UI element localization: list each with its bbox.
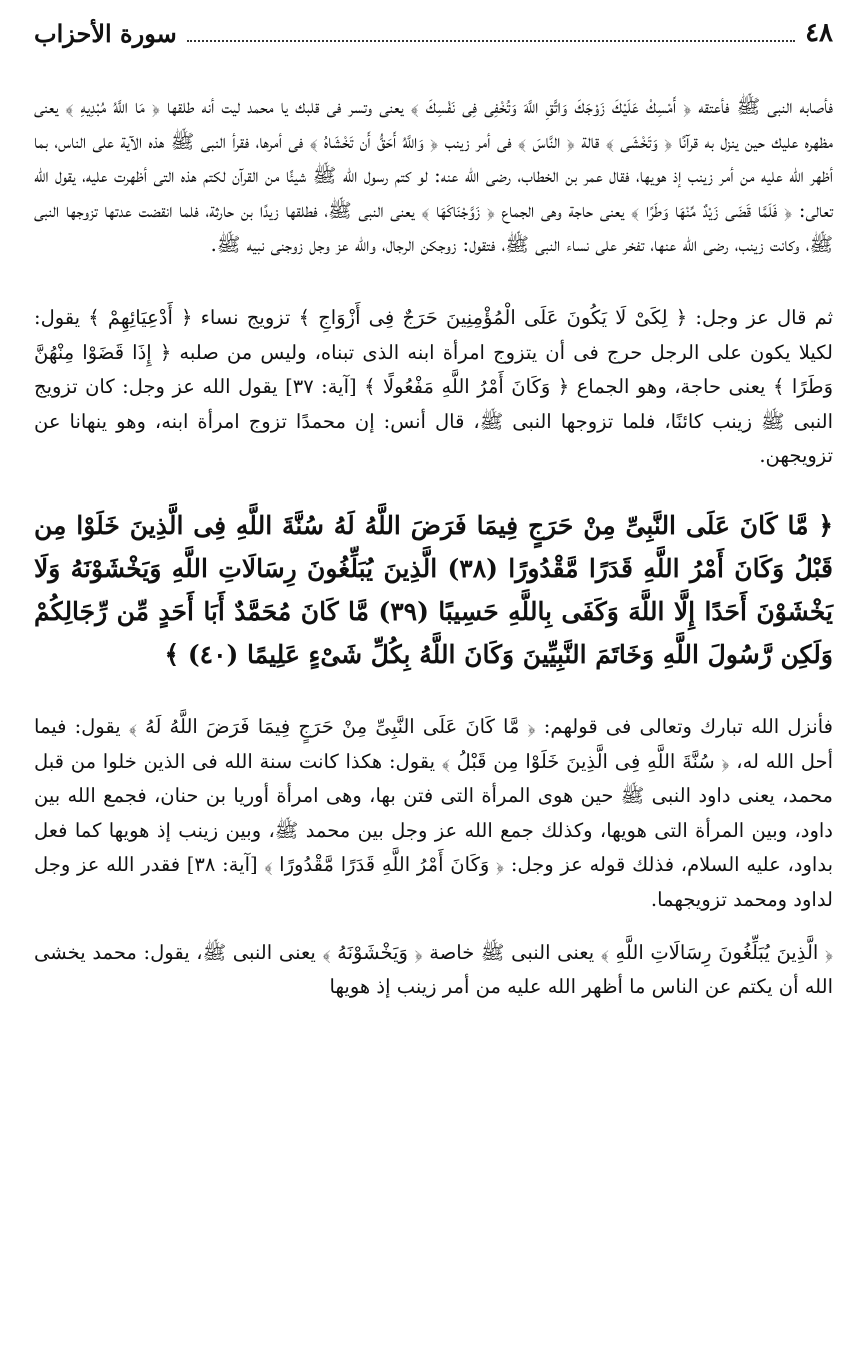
commentary-paragraph-1: فأصابه النبى ﷺ فأعتقه ﴿ أَمْسِكْ عَلَيْكَ زَوْجَكَ وَاتَّقِ اللَّهَ وَتُخْفِى فِى نَفْسِكَ ﴾ يعنى وتسر فى قلبك يا محمد ليت أنه طلقها ﴿ مَا اللَّهُ مُبْدِيهِ ﴾ يعنى مظهره عليك حين ينزل به قرآنًا ﴿ وَتَخْشَى ﴾ قالة ﴿ النَّاسَ ﴾ فى أمر زينب ﴿ وَاللَّهُ أَحَقُّ أَن تَخْشَاهُ ﴾ فى أمرها، فقرأ النبى ﷺ هذه الآية على الناس، بما أظهر الله عليه من أمر زينب إذ هويها، فقال عمر بن الخطاب، رضى الله عنه: لو كتم رسول الله ﷺ شيئًا من القرآن لكتم هذه التى أظهرت عليه، يقول الله تعالى: ﴿ فَلَمَّا قَضَى زَيْدٌ مِّنْهَا وَطَرًا ﴾ يعنى حاجة وهى الجماع ﴿ زَوَّجْنَاكَهَا ﴾ يعنى النبى ﷺ، فطلقها زيدًا بن حارثة، فلما انقضت عدتها تزوجها النبى ﷺ، وكانت زينب، رضى الله عنها، تفخر على نساء النبى ﷺ، فتقول: زوجكن الرجال، والله عز وجل زوجنى نبيه ﷺ. bbox=[34, 95, 833, 257]
page-header bbox=[34, 0, 833, 62]
quran-verses-block: ﴿ مَّا كَانَ عَلَى النَّبِىِّ مِنْ حَرَجٍ فِيمَا فَرَضَ اللَّهُ لَهُ سُنَّةَ اللَّهِ فِى الَّذِينَ خَلَوْا مِن قَبْلُ وَكَانَ أَمْرُ اللَّهِ قَدَرًا مَّقْدُورًا (٣٨) الَّذِينَ يُبَلِّغُونَ رِسَالَاتِ اللَّهِ وَيَخْشَوْنَهُ وَلَا يَخْشَوْنَ أَحَدًا إِلَّا اللَّهَ وَكَفَى بِاللَّهِ حَسِيبًا (٣٩) مَّا كَانَ مُحَمَّدٌ أَبَا أَحَدٍ مِّن رِّجَالِكُمْ وَلَكِن رَّسُولَ اللَّهِ وَخَاتَمَ النَّبِيِّينَ وَكَانَ اللَّهُ بِكُلِّ شَىْءٍ عَلِيمًا (٤٠) ﴾ bbox=[34, 510, 833, 669]
header-dotted-leader bbox=[187, 40, 795, 42]
commentary-paragraph-3: فأنزل الله تبارك وتعالى فى قولهم: ﴿ مَّا كَانَ عَلَى النَّبِىِّ مِنْ حَرَجٍ فِيمَا فَرَضَ اللَّهُ لَهُ ﴾ يقول: فيما أحل الله له، ﴿ سُنَّةَ اللَّهِ فِى الَّذِينَ خَلَوْا مِن قَبْلُ ﴾ يقول: هكذا كانت سنة الله فى الذين خلوا من قبل محمد، يعنى داود النبى ﷺ حين هوى المرأة التى فتن بها، وهى امرأة أوريا بن حنان، فجمع الله بين داود، وبين المرأة التى هويها، وكذلك جمع الله عز وجل بين محمد ﷺ، وبين زينب إذ هويها كما فعل بداود، عليه السلام، فذلك قوله عز وجل: ﴿ وَكَانَ أَمْرُ اللَّهِ قَدَرًا مَّقْدُورًا ﴾ [آية: ٣٨] فقدر الله عز وجل لداود ومحمد تزويجهما. bbox=[34, 714, 833, 911]
surah-title: سورة الأحزاب bbox=[34, 19, 177, 48]
page-number: ٤٨ bbox=[805, 18, 833, 48]
commentary-paragraph-4: ﴿ الَّذِينَ يُبَلِّغُونَ رِسَالَاتِ اللَّهِ ﴾ يعنى النبى ﷺ خاصة ﴿ وَيَخْشَوْنَهُ ﴾ يعنى النبى ﷺ، يقول: محمد يخشى الله أن يكتم عن الناس ما أظهر الله عليه من أمر زينب إذ هويها bbox=[34, 940, 833, 999]
commentary-paragraph-2: ثم قال عز وجل: ﴿ لِكَىْ لَا يَكُونَ عَلَى الْمُؤْمِنِينَ حَرَجٌ فِى أَزْوَاجِ ﴾ تزويج نساء ﴿ أَدْعِيَائِهِمْ ﴾ يقول: لكيلا يكون على الرجل حرج فى أن يتزوج امرأة ابنه الذى تبناه، وليس من صلبه ﴿ إِذَا قَضَوْا مِنْهُنَّ وَطَرًا ﴾ يعنى حاجة، وهو الجماع ﴿ وَكَانَ أَمْرُ اللَّهِ مَفْعُولًا ﴾ [آية: ٣٧] يقول الله عز وجل: كان تزويج النبى ﷺ زينب كائنًا، فلما تزوجها النبى ﷺ، قال أنس: إن محمدًا تزوج امرأة ابنه، وهو ينهانا عن تزويجهن. bbox=[34, 305, 833, 468]
